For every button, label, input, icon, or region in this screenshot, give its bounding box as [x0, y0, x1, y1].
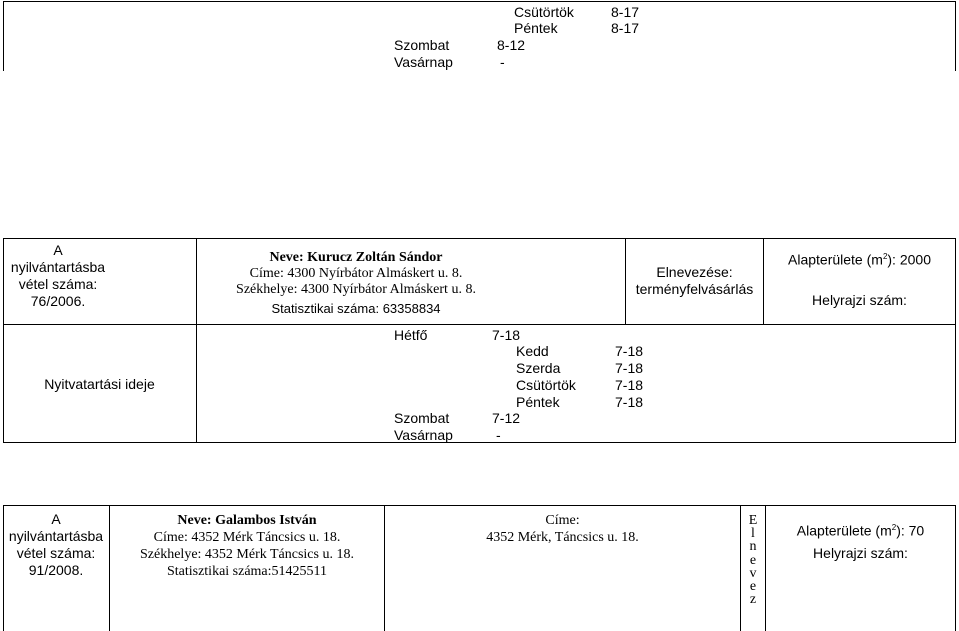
top-fri-day: Péntek: [514, 20, 558, 36]
top-thu-day: Csütörtök: [514, 4, 574, 20]
entry1-designation-value: terményfelvásárlás: [635, 281, 754, 297]
top-thu-hours: 8-17: [611, 4, 640, 20]
entry1-reg-number: 76/2006.: [30, 293, 86, 309]
entry1-lot-label: Helyrajzi szám:: [812, 292, 907, 308]
entry2-site-address: 4352 Mérk, Táncsics u. 18.: [486, 530, 639, 545]
entry1-sun-hours: -: [496, 427, 501, 443]
entry2-reg-line: nyilvántartásba: [8, 528, 104, 544]
entry2-stat-number: Statisztikai száma:51425511: [166, 564, 328, 579]
entry1-thu-day: Csütörtök: [516, 377, 576, 393]
entry2-vertical-label: E l n e v e z: [748, 513, 758, 608]
top-sun-day: Vasárnap: [394, 54, 453, 70]
entry1-designation-label: Elnevezése:: [656, 264, 733, 280]
entry2-reg-line: vétel száma:: [16, 545, 96, 561]
entry2-reg-line: A: [51, 511, 61, 527]
top-sun-hours: -: [500, 54, 505, 70]
entry1-thu-hours: 7-18: [615, 377, 644, 393]
entry2-address: Címe: 4352 Mérk Táncsics u. 18.: [153, 530, 341, 545]
entry1-sun-day: Vasárnap: [394, 427, 453, 443]
entry1-reg-line: nyilvántartásba: [10, 259, 106, 275]
entry1-wed-hours: 7-18: [615, 360, 644, 376]
entry2-name: Neve: Galambos István: [177, 513, 317, 528]
entry1-sat-hours: 7-12: [492, 410, 521, 426]
top-sat-hours: 8-12: [497, 37, 526, 53]
entry2-site-label: Címe:: [545, 513, 580, 528]
entry1-sat-day: Szombat: [394, 410, 450, 426]
entry1-mon-hours: 7-18: [492, 327, 521, 343]
entry1-address: Címe: 4300 Nyírbátor Almáskert u. 8.: [249, 266, 463, 281]
entry1-mon-day: Hétfő: [394, 327, 428, 343]
top-sat-day: Szombat: [394, 37, 450, 53]
entry1-wed-day: Szerda: [516, 360, 561, 376]
top-fri-hours: 8-17: [611, 20, 640, 36]
entry1-tue-day: Kedd: [516, 343, 549, 359]
entry1-stat-number: Statisztikai száma: 63358834: [271, 301, 441, 316]
entry2-area: Alapterülete $(m^2)$: 70: [796, 522, 925, 539]
entry2-lot-label: Helyrajzi szám:: [813, 545, 908, 561]
entry1-opening-label: Nyitvatartási ideje: [44, 376, 155, 392]
entry1-fri-day: Péntek: [516, 394, 560, 410]
entry2-seat: Székhelye: 4352 Mérk Táncsics u. 18.: [140, 547, 354, 562]
entry1-area: Alapterülete $(m^2)$: 2000: [788, 251, 931, 268]
entry1-seat: Székhelye: 4300 Nyírbátor Almáskert u. 8.: [236, 282, 476, 297]
entry1-name: Neve: Kurucz Zoltán Sándor: [269, 250, 443, 265]
entry2-reg-number: 91/2008.: [28, 562, 84, 578]
entry1-reg-line: vétel száma:: [18, 276, 98, 292]
entry1-fri-hours: 7-18: [615, 394, 644, 410]
entry1-reg-line: A: [53, 242, 63, 258]
entry1-tue-hours: 7-18: [615, 343, 644, 359]
